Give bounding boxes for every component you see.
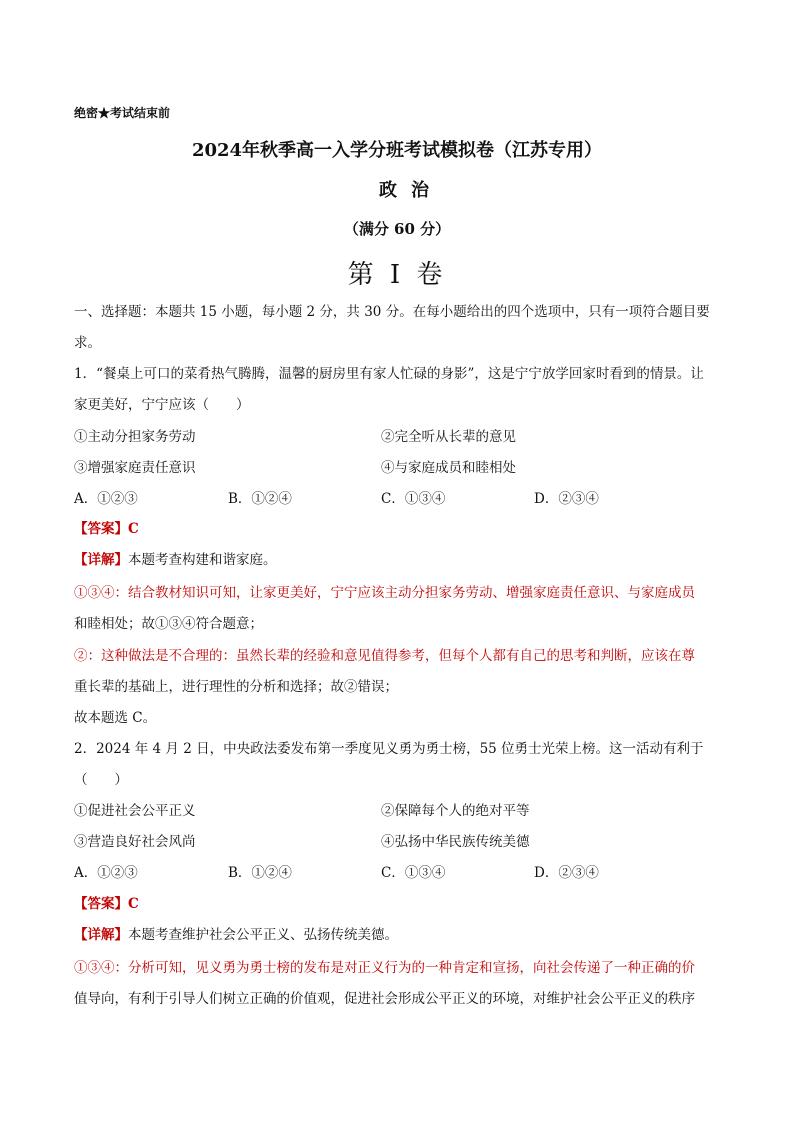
q1-explanation-2-line1: ②：这种做法是不合理的：虽然长辈的经验和意见值得参考，但每个人都有自己的思考和判断，应该在尊 (74, 648, 695, 664)
detail-text: 本题考查构建和谐家庭。 (128, 552, 277, 568)
section-intro-line2: 求。 (74, 335, 101, 351)
q1-answer (74, 517, 139, 537)
q1-conclusion: 故本题选 C。 (74, 710, 157, 726)
q1-choice-d: D．②③④ (534, 491, 599, 507)
q2-choice-b: B．①②④ (228, 865, 292, 881)
q1-detail (74, 548, 277, 568)
q2-stem-line1: 2．2024 年 4 月 2 日，中央政法委发布第一季度见义勇为勇士榜，55 位勇士光荣上榜。这一活动有利于 (74, 741, 704, 757)
detail-tag: 【详解】 (74, 927, 128, 943)
answer-value: C (128, 521, 139, 537)
q2-stem-line2: （ ） (74, 772, 128, 788)
q1-stem-line2: 家更美好，宁宁应该（ ） (74, 397, 250, 413)
q1-stem-line1: 1．“餐桌上可口的菜肴热气腾腾，温馨的厨房里有家人忙碌的身影”，这是宁宁放学回家时看到的情景。让 (74, 366, 704, 382)
answer-value: C (128, 896, 139, 912)
secret-mark: 绝密★考试结束前 (74, 106, 171, 120)
q1-option-3: ③增强家庭责任意识 (74, 460, 196, 476)
q1-choice-c: C．①③④ (381, 491, 446, 507)
q2-option-4: ④弘扬中华民族传统美德 (381, 834, 530, 850)
detail-text: 本题考查维护社会公平正义、弘扬传统美德。 (128, 927, 398, 943)
q1-explanation-1-line1: ①③④：结合教材知识可知，让家更美好，宁宁应该主动分担家务劳动、增强家庭责任意识、与家庭成员 (74, 585, 695, 601)
volume-title: 第 I 卷 (347, 260, 447, 290)
detail-tag: 【详解】 (74, 552, 128, 568)
q1-option-1: ①主动分担家务劳动 (74, 429, 196, 445)
q2-choice-c: C．①③④ (381, 865, 446, 881)
q1-explanation-2-line2: 重长辈的基础上，进行理性的分析和选择；故②错误； (74, 679, 398, 695)
q2-option-3: ③营造良好社会风尚 (74, 834, 196, 850)
answer-tag: 【答案】 (74, 896, 128, 912)
answer-tag: 【答案】 (74, 521, 128, 537)
q2-explanation-1-line1: ①③④：分析可知，见义勇为勇士榜的发布是对正义行为的一种肯定和宣扬，向社会传递了一种正确的价 (74, 960, 695, 976)
full-score: （满分 60 分） (343, 220, 451, 238)
q1-choice-b: B．①②④ (228, 491, 292, 507)
q2-choice-d: D．②③④ (534, 865, 599, 881)
q1-explanation-1-line2: 和睦相处；故①③④符合题意； (74, 616, 263, 632)
q1-option-4: ④与家庭成员和睦相处 (381, 460, 516, 476)
q2-choice-a: A．①②③ (74, 865, 138, 881)
q2-option-2: ②保障每个人的绝对平等 (381, 803, 530, 819)
exam-title: 2024年秋季高一入学分班考试模拟卷（江苏专用） (191, 140, 603, 161)
q1-choice-a: A．①②③ (74, 491, 138, 507)
q1-option-2: ②完全听从长辈的意见 (381, 429, 516, 445)
q2-option-1: ①促进社会公平正义 (74, 803, 196, 819)
q2-answer (74, 892, 139, 912)
q2-detail (74, 923, 398, 943)
q2-explanation-1-line2: 值导向，有利于引导人们树立正确的价值观，促进社会形成公平正义的环境，对维护社会公平正义的秩序 (74, 991, 695, 1007)
section-intro-line1: 一、选择题：本题共 15 小题，每小题 2 分，共 30 分。在每小题给出的四个选项中，只有一项符合题目要 (74, 304, 710, 320)
subject-title: 政治 (379, 180, 443, 201)
